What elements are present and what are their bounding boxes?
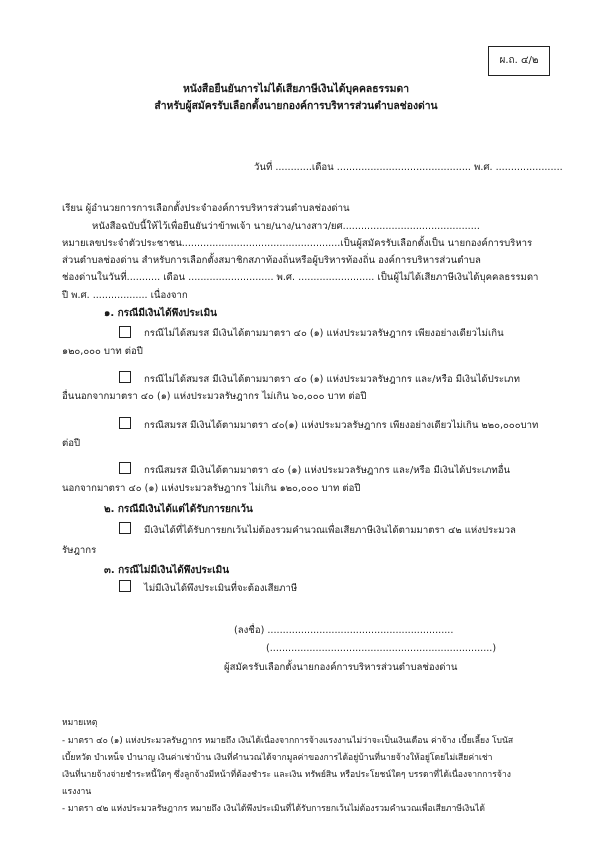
date-line: วันที่ ............เดือน ............................................ พ.ศ. ...................... xyxy=(254,162,563,173)
option-1-2-text-cont: อื่นนอกจากมาตรา ๔๐ (๑) แห่งประมวลรัษฎากร ไม่เกิน ๖๐,๐๐๐ บาท ต่อปี xyxy=(62,391,367,402)
note-1-line-3: เงินที่นายจ้างจ่ายชำระหนี้ใดๆ ซึ่งลูกจ้างมีหน้าที่ต้องชำระ และเงิน ทรัพย์สิน หรือประโยชน์ใดๆ บรรดาที่ได้เนื่องจากการจ้าง xyxy=(62,770,511,780)
notes-heading: หมายเหตุ xyxy=(62,718,98,728)
option-3-1-text: ไม่มีเงินได้พึงประเมินที่จะต้องเสียภาษี xyxy=(144,583,298,594)
body-line-5: ปี พ.ศ. .................. เนื่องจาก xyxy=(62,290,188,301)
option-1-1-checkbox[interactable] xyxy=(119,326,131,338)
form-title-line2: สำหรับผู้สมัครรับเลือกตั้งนายกองค์การบริหารส่วนตำบลช่องด่าน xyxy=(154,100,438,112)
section-3-heading: ๓. กรณีไม่มีเงินได้พึงประเมิน xyxy=(104,565,230,576)
option-1-2-text: กรณีไม่ได้สมรส มีเงินได้ตามมาตรา ๔๐ (๑) แห่งประมวลรัษฎากร และ/หรือ มีเงินได้ประเภท xyxy=(144,374,520,385)
option-2-1-text: มีเงินได้ที่ได้รับการยกเว้นไม่ต้องรวมคำนวณเพื่อเสียภาษีเงินได้ตามมาตรา ๔๒ แห่งประมวล xyxy=(144,525,516,536)
body-line-3: ส่วนตำบลช่องด่าน สำหรับการเลือกตั้งสมาชิกสภาท้องถิ่นหรือผู้บริหารท้องถิ่น องค์การบริหารส่วนตำบล xyxy=(62,255,481,266)
note-1-line-4: แรงงาน xyxy=(62,787,92,797)
addressee: เรียน ผู้อำนวยการการเลือกตั้งประจำองค์การบริหารส่วนตำบลช่องด่าน xyxy=(62,203,350,214)
option-1-4-text-cont: นอกจากมาตรา ๔๐ (๑) แห่งประมวลรัษฎากร ไม่เกิน ๑๒๐,๐๐๐ บาท ต่อปี xyxy=(62,483,361,494)
note-1-line-2: เบี้ยหวัด บำเหน็จ บำนาญ เงินค่าเช่าบ้าน เงินที่คำนวณได้จากมูลค่าของการได้อยู่บ้านที่นายจ้างให้อยู่โดยไม่เสียค่าเช่า xyxy=(62,753,493,763)
option-1-4-text: กรณีสมรส มีเงินได้ตามมาตรา ๔๐ (๑) แห่งประมวลรัษฎากร และ/หรือ มีเงินได้ประเภทอื่น xyxy=(144,465,511,476)
signature-role: ผู้สมัครรับเลือกตั้งนายกองค์การบริหารส่วนตำบลช่องด่าน xyxy=(224,662,458,673)
signature-line: (ลงชื่อ) ............................................................. xyxy=(234,625,454,636)
section-1-heading: ๑. กรณีมีเงินได้พึงประเมิน xyxy=(104,308,217,319)
signature-name-line: (.........................................................................) xyxy=(266,643,497,654)
option-1-1-text: กรณีไม่ได้สมรส มีเงินได้ตามมาตรา ๔๐ (๑) แห่งประมวลรัษฎากร เพียงอย่างเดียวไม่เกิน xyxy=(144,328,504,339)
option-1-4-checkbox[interactable] xyxy=(119,462,131,474)
option-1-3-text-cont: ต่อปี xyxy=(62,438,81,449)
option-1-2-checkbox[interactable] xyxy=(119,371,131,383)
option-1-3-checkbox[interactable] xyxy=(119,417,131,429)
option-1-3-text: กรณีสมรส มีเงินได้ตามมาตรา ๔๐(๑) แห่งประมวลรัษฎากร เพียงอย่างเดียวไม่เกิน ๒๒๐,๐๐๐บาท xyxy=(144,420,539,431)
option-3-1-checkbox[interactable] xyxy=(119,580,131,592)
body-line-2: หมายเลขประจำตัวประชาชน....................................................เป็นผู้สมัครรับเลือกตั้งเป็น นายกองค์การบริหาร xyxy=(62,238,533,249)
form-code-box: ผ.ถ. ๔/๒ xyxy=(488,46,550,76)
option-2-1-text-cont: รัษฎากร xyxy=(62,545,97,556)
body-line-4: ช่องด่านในวันที่........... เดือน ............................ พ.ศ. ......................... เป็นผู้ไม่ได้เสียภาษีเงินได้บุคคลธรรมดา xyxy=(62,272,539,283)
note-1-line-1: - มาตรา ๔๐ (๑) แห่งประมวลรัษฎากร หมายถึง เงินได้เนื่องจากการจ้างแรงงานไม่ว่าจะเป็นเงินเดือน ค่าจ้าง เบี้ยเลี้ยง โบนัส xyxy=(62,736,514,746)
option-2-1-checkbox[interactable] xyxy=(119,522,131,534)
body-line-1: หนังสือฉบับนี้ให้ไว้เพื่อยืนยันว่าข้าพเจ้า นาย/นาง/นางสาว/ยศ............................................. xyxy=(92,221,480,232)
note-2: - มาตรา ๔๒ แห่งประมวลรัษฎากร หมายถึง เงินได้พึงประเมินที่ได้รับการยกเว้นไม่ต้องรวมคำนวณเพื่อเสียภาษีเงินได้ xyxy=(62,804,485,814)
option-1-1-text-cont: ๑๒๐,๐๐๐ บาท ต่อปี xyxy=(62,346,143,357)
section-2-heading: ๒. กรณีมีเงินได้แต่ได้รับการยกเว้น xyxy=(104,504,253,515)
form-title-line1: หนังสือยืนยันการไม่ได้เสียภาษีเงินได้บุคคลธรรมดา xyxy=(182,83,410,95)
